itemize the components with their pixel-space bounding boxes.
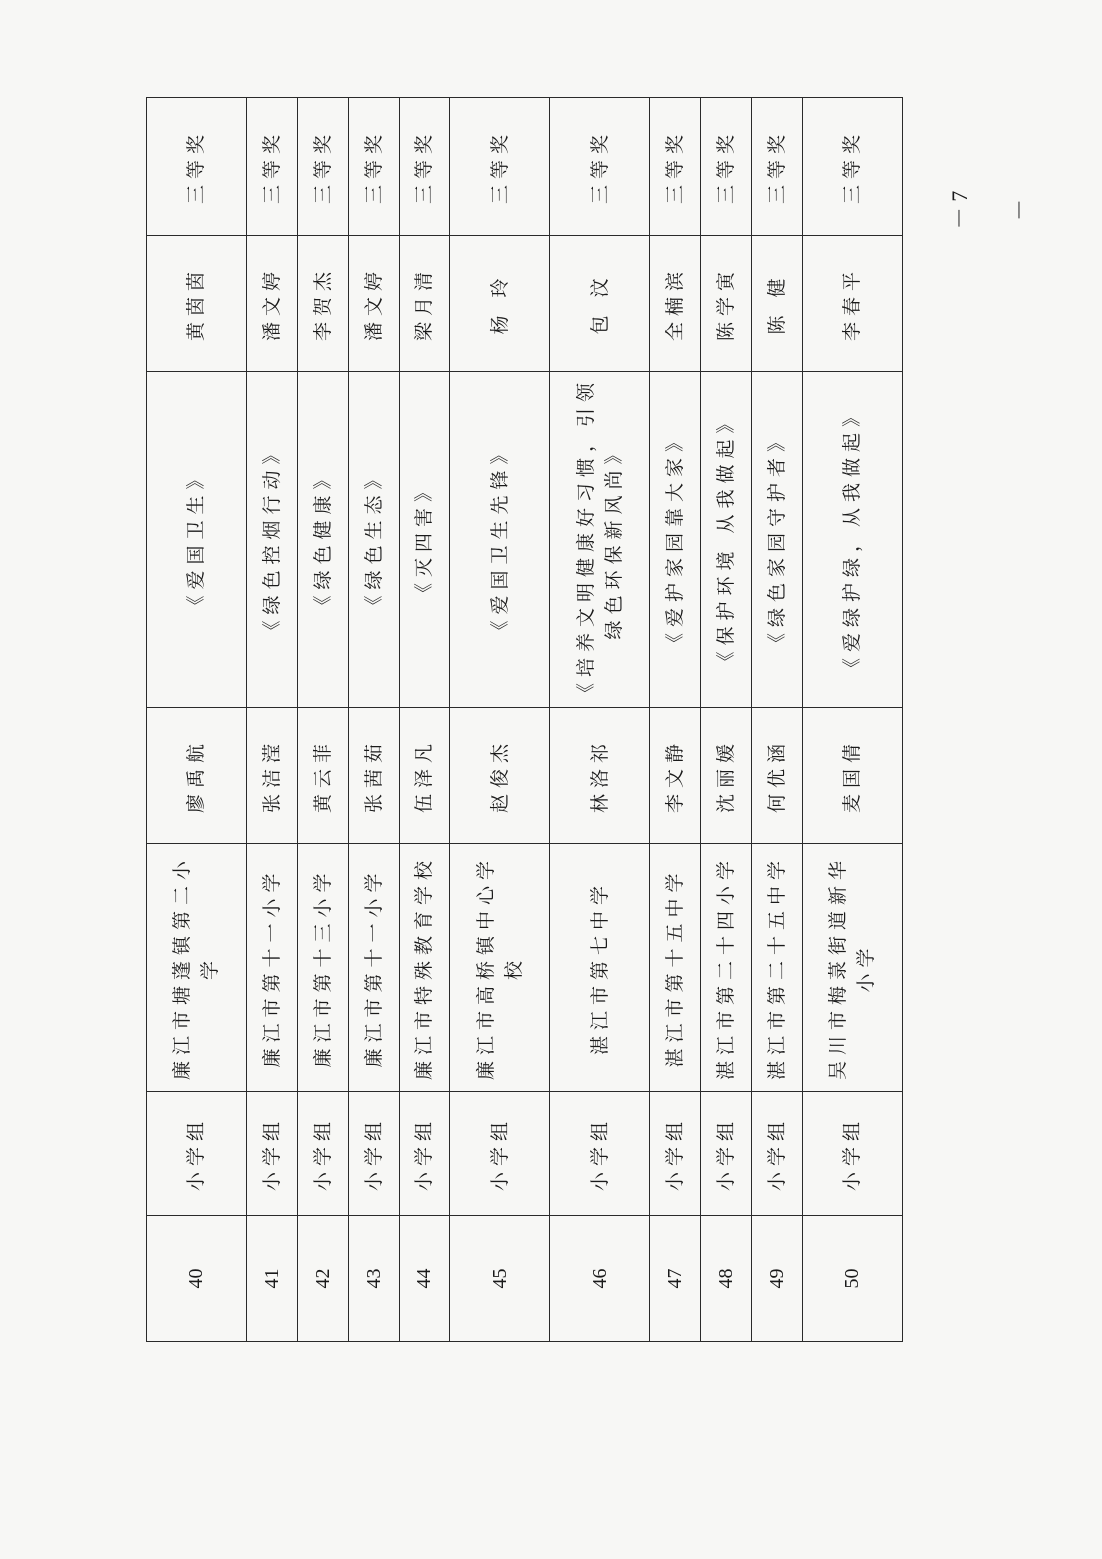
- student-cell: 麦国倩: [802, 708, 902, 844]
- teacher-cell: 陈学寅: [701, 236, 752, 372]
- teacher-cell: 潘文婷: [246, 236, 297, 372]
- title-cell: 《绿色控烟行动》: [246, 372, 297, 708]
- student-cell: 廖禹航: [147, 708, 247, 844]
- award-table: [146, 97, 903, 1342]
- title-cell: 《培养文明健康好习惯，引领绿色环保新风尚》: [550, 372, 650, 708]
- student-cell: 李文静: [650, 708, 701, 844]
- table-row: [399, 98, 450, 1342]
- title-cell: 《灭四害》: [399, 372, 450, 708]
- row-number: 40: [147, 1216, 247, 1342]
- row-number: 47: [650, 1216, 701, 1342]
- student-cell: 张茜茹: [348, 708, 399, 844]
- school-cell: 湛江市第十五中学: [650, 844, 701, 1092]
- table-row: [297, 98, 348, 1342]
- teacher-cell: 潘文婷: [348, 236, 399, 372]
- school-cell: 廉江市第十三小学: [297, 844, 348, 1092]
- table-row: [246, 98, 297, 1342]
- school-cell: 廉江市塘蓬镇第二小学: [147, 844, 247, 1092]
- student-cell: 伍泽凡: [399, 708, 450, 844]
- group-cell: 小学组: [246, 1092, 297, 1216]
- school-cell: 吴川市梅菉街道新华小学: [802, 844, 902, 1092]
- title-cell: 《爱国卫生先锋》: [450, 372, 550, 708]
- award-cell: 三等奖: [399, 98, 450, 236]
- table-row: [752, 98, 803, 1342]
- award-cell: 三等奖: [802, 98, 902, 236]
- row-number: 42: [297, 1216, 348, 1342]
- student-cell: 林洛祁: [550, 708, 650, 844]
- table-row: [650, 98, 701, 1342]
- table-row: [348, 98, 399, 1342]
- row-number: 41: [246, 1216, 297, 1342]
- group-cell: 小学组: [147, 1092, 247, 1216]
- row-number: 48: [701, 1216, 752, 1342]
- school-cell: 廉江市特殊教育学校: [399, 844, 450, 1092]
- student-cell: 何优涵: [752, 708, 803, 844]
- student-cell: 黄云菲: [297, 708, 348, 844]
- row-number: 45: [450, 1216, 550, 1342]
- teacher-cell: 李贺杰: [297, 236, 348, 372]
- title-cell: 《爱国卫生》: [147, 372, 247, 708]
- award-cell: 三等奖: [348, 98, 399, 236]
- title-cell: 《绿色生态》: [348, 372, 399, 708]
- school-cell: 廉江市高桥镇中心学校: [450, 844, 550, 1092]
- group-cell: 小学组: [297, 1092, 348, 1216]
- award-cell: 三等奖: [752, 98, 803, 236]
- award-cell: 三等奖: [297, 98, 348, 236]
- row-number: 43: [348, 1216, 399, 1342]
- group-cell: 小学组: [450, 1092, 550, 1216]
- group-cell: 小学组: [802, 1092, 902, 1216]
- award-cell: 三等奖: [650, 98, 701, 236]
- title-cell: 《爱绿护绿，从我做起》: [802, 372, 902, 708]
- row-number: 50: [802, 1216, 902, 1342]
- school-cell: 湛江市第二十五中学: [752, 844, 803, 1092]
- award-table-body: [147, 98, 903, 1342]
- rotated-award-table: [146, 129, 903, 1342]
- award-cell: 三等奖: [550, 98, 650, 236]
- school-cell: 湛江市第二十四小学: [701, 844, 752, 1092]
- row-number: 44: [399, 1216, 450, 1342]
- table-row: [550, 98, 650, 1342]
- school-cell: 廉江市第十一小学: [348, 844, 399, 1092]
- school-cell: 湛江市第七中学: [550, 844, 650, 1092]
- group-cell: 小学组: [701, 1092, 752, 1216]
- award-cell: 三等奖: [246, 98, 297, 236]
- group-cell: 小学组: [752, 1092, 803, 1216]
- award-cell: 三等奖: [450, 98, 550, 236]
- group-cell: 小学组: [650, 1092, 701, 1216]
- teacher-cell: 梁月清: [399, 236, 450, 372]
- student-cell: 沈丽媛: [701, 708, 752, 844]
- table-row: [802, 98, 902, 1342]
- student-cell: 赵俊杰: [450, 708, 550, 844]
- page-number: － 7 －: [947, 190, 1032, 230]
- title-cell: 《绿色家园守护者》: [752, 372, 803, 708]
- teacher-cell: 全楠滨: [650, 236, 701, 372]
- teacher-cell: 杨 玲: [450, 236, 550, 372]
- title-cell: 《绿色健康》: [297, 372, 348, 708]
- group-cell: 小学组: [550, 1092, 650, 1216]
- teacher-cell: 陈 健: [752, 236, 803, 372]
- teacher-cell: 包 汶: [550, 236, 650, 372]
- student-cell: 张洁滢: [246, 708, 297, 844]
- title-cell: 《保护环境 从我做起》: [701, 372, 752, 708]
- award-cell: 三等奖: [701, 98, 752, 236]
- table-row: [450, 98, 550, 1342]
- table-row: [701, 98, 752, 1342]
- award-cell: 三等奖: [147, 98, 247, 236]
- title-cell: 《爱护家园靠大家》: [650, 372, 701, 708]
- teacher-cell: 李春平: [802, 236, 902, 372]
- school-cell: 廉江市第十一小学: [246, 844, 297, 1092]
- group-cell: 小学组: [348, 1092, 399, 1216]
- row-number: 46: [550, 1216, 650, 1342]
- row-number: 49: [752, 1216, 803, 1342]
- table-row: [147, 98, 247, 1342]
- group-cell: 小学组: [399, 1092, 450, 1216]
- teacher-cell: 黄茵茵: [147, 236, 247, 372]
